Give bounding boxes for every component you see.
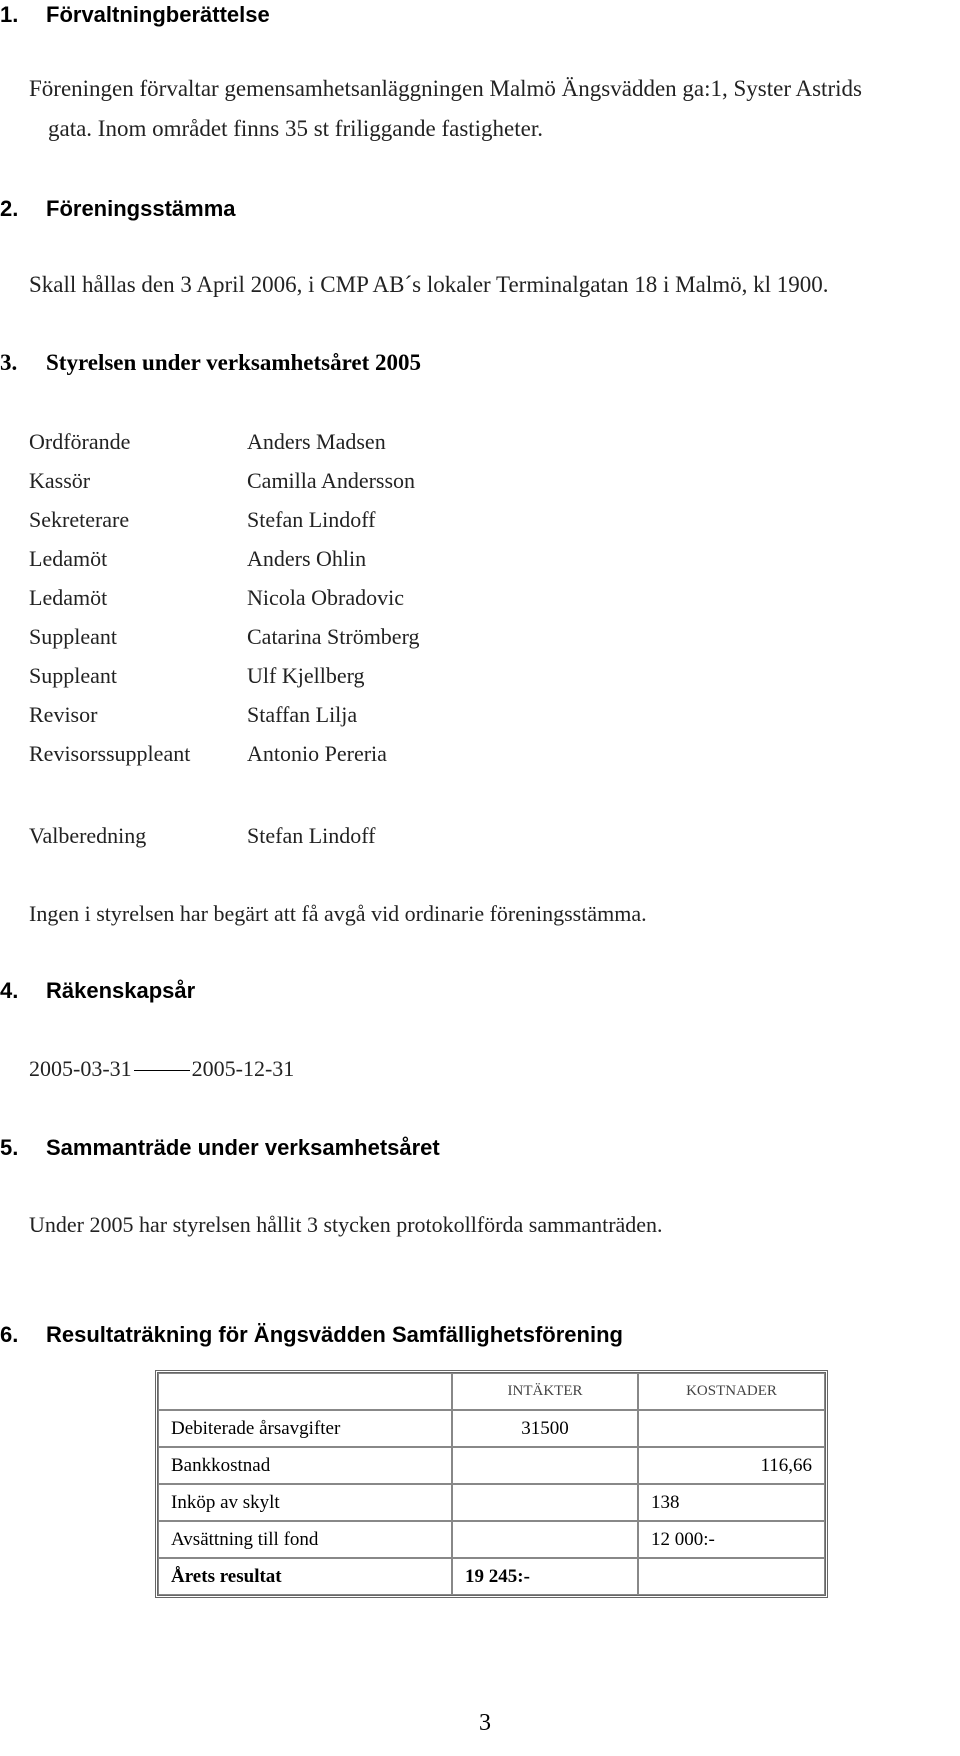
board-member-name: Camilla Andersson bbox=[247, 468, 416, 493]
row-costs: 12 000:- bbox=[638, 1521, 825, 1558]
section-title: Föreningsstämma bbox=[46, 196, 236, 221]
section-title: Sammanträde under verksamhetsåret bbox=[46, 1135, 440, 1160]
section-number: 4. bbox=[0, 978, 19, 1003]
board-member-name: Anders Ohlin bbox=[247, 546, 367, 571]
board-role: Ledamöt bbox=[29, 585, 108, 610]
section-number: 5. bbox=[0, 1135, 19, 1160]
row-costs: 138 bbox=[638, 1484, 825, 1521]
board-role: Sekreterare bbox=[29, 507, 130, 532]
board-role: Ordförande bbox=[29, 429, 131, 454]
table-row bbox=[158, 1484, 825, 1521]
intro-line-2: gata. Inom området finns 35 st friliggande fastigheter. bbox=[48, 116, 544, 141]
section-title: Styrelsen under verksamhetsåret 2005 bbox=[46, 350, 422, 375]
nomination-name: Stefan Lindoff bbox=[247, 823, 376, 848]
board-role: Suppleant bbox=[29, 624, 117, 649]
intro-line-1: Föreningen förvaltar gemensamhetsanläggningen Malmö Ängsvädden ga:1, Syster Astrids bbox=[29, 76, 862, 101]
board-member-name: Ulf Kjellberg bbox=[247, 663, 365, 688]
date-range-dash bbox=[134, 1070, 190, 1071]
board-role: Revisorssuppleant bbox=[29, 741, 191, 766]
row-income bbox=[452, 1521, 638, 1558]
board-role: Revisor bbox=[29, 702, 98, 727]
board-role: Ledamöt bbox=[29, 546, 108, 571]
row-income: 31500 bbox=[452, 1410, 638, 1447]
section-number: 1. bbox=[0, 2, 19, 27]
meetings-text: Under 2005 har styrelsen hållit 3 stycken protokollförda sammanträden. bbox=[29, 1212, 663, 1237]
section-number: 6. bbox=[0, 1322, 19, 1347]
nomination-role: Valberedning bbox=[29, 823, 147, 848]
section-title: Resultaträkning för Ängsvädden Samfällighetsförening bbox=[46, 1322, 623, 1347]
row-label: Debiterade årsavgifter bbox=[158, 1410, 452, 1447]
section-number: 3. bbox=[0, 350, 18, 375]
board-member-name: Staffan Lilja bbox=[247, 702, 358, 727]
table-header-costs: KOSTNADER bbox=[638, 1373, 825, 1410]
board-member-name: Nicola Obradovic bbox=[247, 585, 404, 610]
section-6-heading bbox=[0, 1322, 623, 1348]
row-label: Årets resultat bbox=[158, 1558, 452, 1595]
row-costs: 116,66 bbox=[638, 1447, 825, 1484]
result-table bbox=[155, 1370, 828, 1598]
board-role: Suppleant bbox=[29, 663, 117, 688]
section-2-heading bbox=[0, 196, 236, 222]
table-row bbox=[158, 1521, 825, 1558]
table-header-row bbox=[158, 1373, 825, 1410]
section-title: Räkenskapsår bbox=[46, 978, 196, 1003]
table-header-income: INTÄKTER bbox=[452, 1373, 638, 1410]
section-5-heading bbox=[0, 1135, 440, 1161]
row-income: 19 245:- bbox=[452, 1558, 638, 1595]
section-number: 2. bbox=[0, 196, 19, 221]
row-label: Avsättning till fond bbox=[158, 1521, 452, 1558]
row-income bbox=[452, 1447, 638, 1484]
fiscal-year bbox=[29, 1056, 294, 1082]
section-1-heading bbox=[0, 2, 270, 28]
section-3-heading bbox=[0, 350, 421, 376]
section-4-heading bbox=[0, 978, 195, 1004]
row-label: Bankkostnad bbox=[158, 1447, 452, 1484]
board-role: Kassör bbox=[29, 468, 91, 493]
row-income bbox=[452, 1484, 638, 1521]
table-row bbox=[158, 1410, 825, 1447]
page-number: 3 bbox=[479, 1710, 491, 1736]
board-note: Ingen i styrelsen har begärt att få avgå vid ordinarie föreningsstämma. bbox=[29, 901, 647, 926]
fiscal-year-end: 2005-12-31 bbox=[191, 1056, 295, 1081]
table-row bbox=[158, 1447, 825, 1484]
board-member-name: Stefan Lindoff bbox=[247, 507, 376, 532]
meeting-text: Skall hållas den 3 April 2006, i CMP AB´s lokaler Terminalgatan 18 i Malmö, kl 1900. bbox=[29, 272, 829, 297]
row-costs bbox=[638, 1410, 825, 1447]
board-member-name: Anders Madsen bbox=[247, 429, 386, 454]
row-label: Inköp av skylt bbox=[158, 1484, 452, 1521]
board-member-name: Antonio Pereria bbox=[247, 741, 387, 766]
row-costs bbox=[638, 1558, 825, 1595]
table-total-row bbox=[158, 1558, 825, 1595]
board-member-name: Catarina Strömberg bbox=[247, 624, 420, 649]
section-title: Förvaltningberättelse bbox=[46, 2, 270, 27]
table-header-empty bbox=[158, 1373, 452, 1410]
fiscal-year-start: 2005-03-31 bbox=[29, 1056, 132, 1081]
